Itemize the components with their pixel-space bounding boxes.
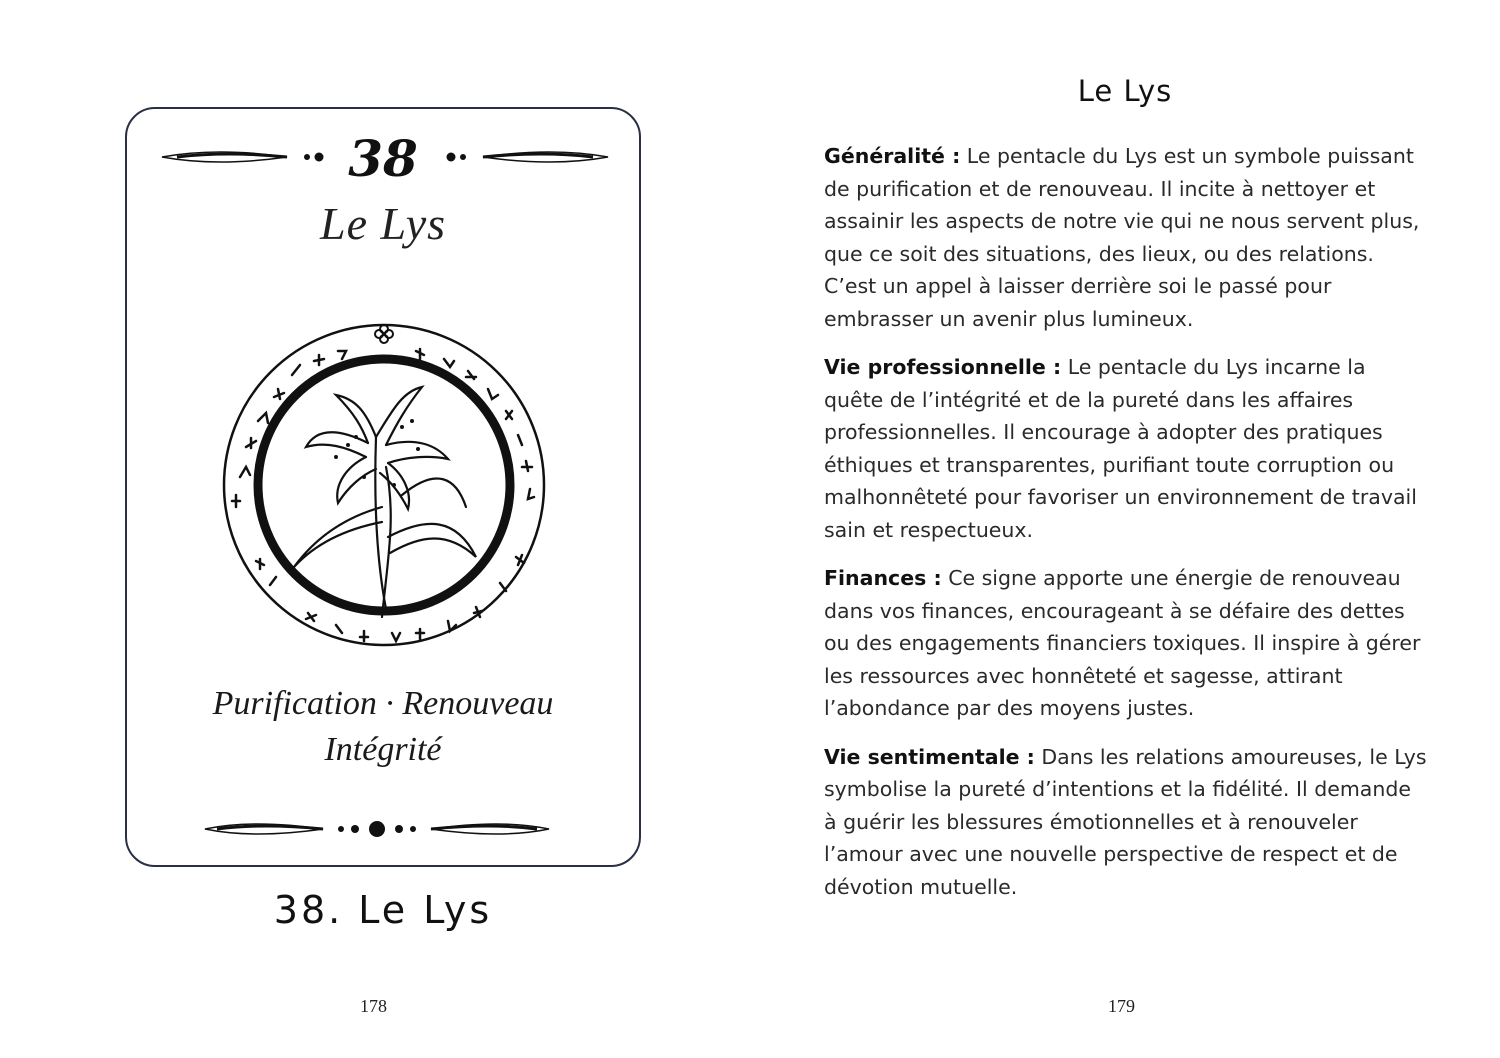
right-page [750,0,1500,1058]
page-number-left: 178 [360,996,387,1016]
card-number: 38 [348,129,418,188]
section-label: Vie professionnelle : [824,355,1062,379]
bottom-flourish-icon [203,809,567,849]
section-text: Dans les relations amoureuses, le Lys symbolise la pureté d’intentions et la fidélité. Il demande à guérir les blessures émotionnelles et à renouveler l’amour avec une nouvelle perspective de respect et de dévotion mutuelle. [824,744,1427,899]
card-caption: 38. Le Lys [273,888,493,932]
page-number-right: 179 [1108,996,1135,1016]
section-finances [824,562,1429,725]
interpretation-sections [824,140,1429,919]
section-generalite [824,140,1429,335]
keywords-line-1: Purification · Renouveau [212,685,554,722]
card-keywords [127,681,639,773]
page-title: Le Lys [1077,74,1173,108]
section-label: Vie sentimentale : [824,744,1035,769]
section-vie-sentimentale [824,741,1429,904]
section-text: Le pentacle du Lys incarne la quête de l’intégrité et de la pureté dans les affaires professionnelles. Il encourage à adopter des pratiques éthiques et transparentes, purifiant toute corruption ou malhonnêteté pour favoriser un environnement de travail sain et respectueux. [824,355,1417,542]
section-text: Ce signe apporte une énergie de renouveau dans vos finances, encourageant à se défaire des dettes ou des engagements financiers toxiques. Il inspire à gérer les ressources avec honnêteté et sagesse, attirant l’abondance par des moyens justes. [824,566,1421,720]
lily-pentacle-icon [216,317,552,653]
section-text: Le pentacle du Lys est un symbole puissant de purification et de renouveau. Il incite à nettoyer et assainir les aspects de notre vie qui ne nous servent plus, que ce soit des situations, des lieux, ou des relations. C’est un appel à laisser derrière soi le passé pour embrasser un avenir plus lumineux. [824,144,1420,331]
section-label: Généralité : [824,144,961,168]
oracle-card [125,107,641,867]
section-vie-professionnelle [824,351,1429,546]
card-title: Le Lys [319,198,447,249]
section-label: Finances : [824,566,942,590]
keywords-line-2: Intégrité [324,731,442,768]
